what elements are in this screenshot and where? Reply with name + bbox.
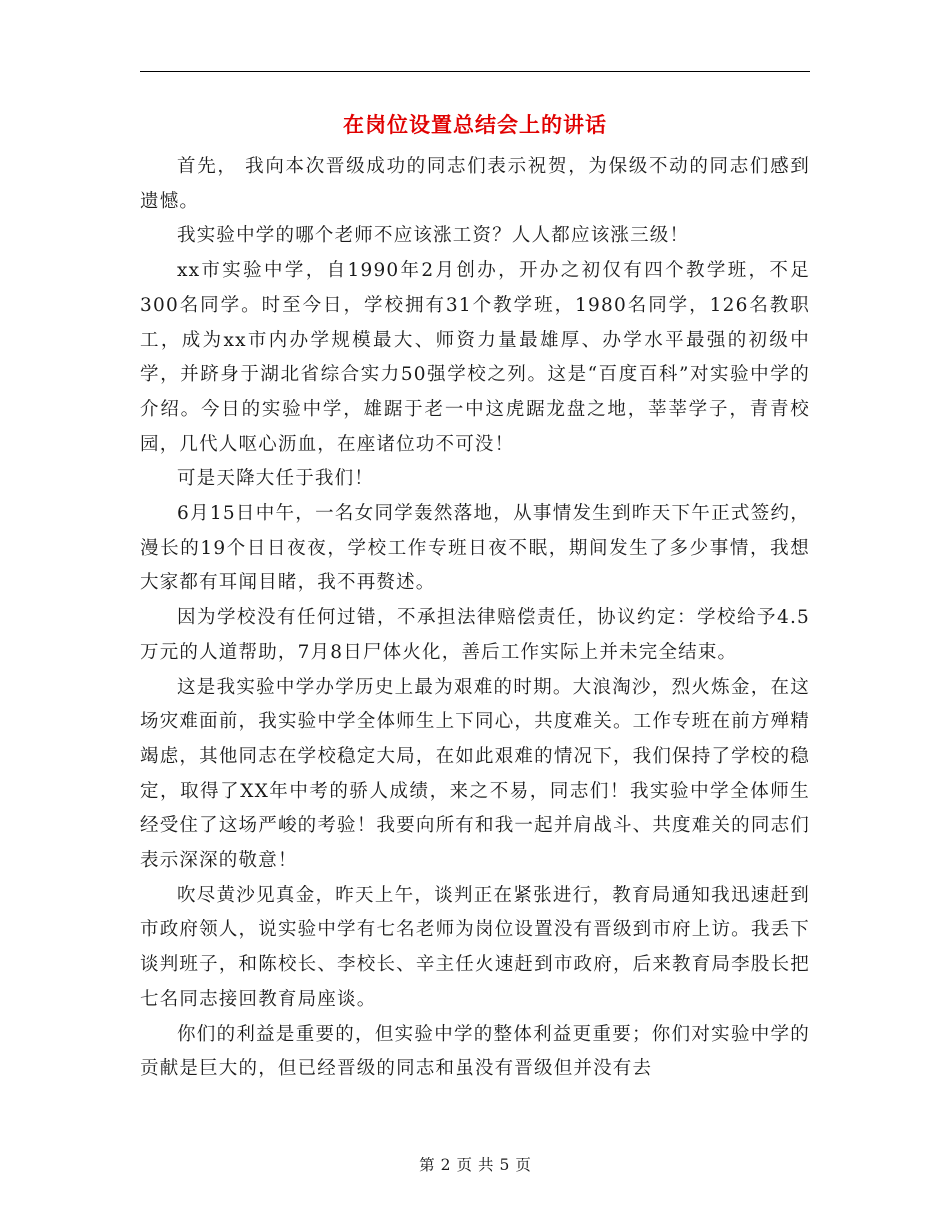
document-body xyxy=(140,150,810,1087)
paragraph: 首先， 我向本次晋级成功的同志们表示祝贺，为保级不动的同志们感到遗憾。 xyxy=(140,156,810,212)
paragraph: 可是天降大任于我们！ xyxy=(177,468,375,490)
total-prefix: 共 xyxy=(478,1156,494,1174)
page-footer xyxy=(0,1153,950,1177)
page-prefix: 第 xyxy=(419,1156,435,1174)
paragraph: 吹尽黄沙见真金，昨天上午，谈判正在紧张进行，教育局通知我迅速赶到市政府领人，说实验中学有七名老师为岗位设置没有晋级到市府上访。我丢下谈判班子，和陈校长、李校长、辛主任火速赶到市政府，后来教育局李股长把七名同志接回教育局座谈。 xyxy=(140,884,810,1010)
paragraph: 这是我实验中学办学历史上最为艰难的时期。大浪淘沙，烈火炼金，在这场灾难面前，我实验中学全体师生上下同心，共度难关。工作专班在前方殚精竭虑，其他同志在学校稳定大局，在如此艰难的情况下，我们保持了学校的稳定，取得了XX年中考的骄人成绩，来之不易，同志们！我实验中学全体师生经受住了这场严峻的考验！我要向所有和我一起并肩战斗、共度难关的同志们表示深深的敬意！ xyxy=(140,676,810,872)
header-rule xyxy=(140,71,810,72)
paragraph: 你们的利益是重要的，但实验中学的整体利益更重要；你们对实验中学的贡献是巨大的，但已经晋级的同志和虽没有晋级但并没有去 xyxy=(140,1023,810,1080)
total-pages-number: 5 xyxy=(499,1156,510,1174)
current-page-number: 2 xyxy=(440,1156,451,1174)
page-suffix: 页 xyxy=(515,1156,531,1174)
page-mid: 页 xyxy=(456,1156,472,1174)
document-title: 在岗位设置总结会上的讲话 xyxy=(343,112,607,137)
paragraph: xx市实验中学，自1990年2月创办，开办之初仅有四个教学班，不足300名同学。时至今日，学校拥有31个教学班，1980名同学，126名教职工，成为xx市内办学规模最大、师资力量最雄厚、办学水平最强的初级中学，并跻身于湖北省综合实力50强学校之列。这是“百度百科”对实验中学的介绍。今日的实验中学，雄踞于老一中这虎踞龙盘之地，莘莘学子，青青校园，几代人呕心沥血，在座诸位功不可没！ xyxy=(140,260,810,455)
paragraph: 6月15日中午，一名女同学轰然落地，从事情发生到昨天下午正式签约，漫长的19个日日夜夜，学校工作专班日夜不眠，期间发生了多少事情，我想大家都有耳闻目睹，我不再赘述。 xyxy=(140,503,810,594)
paragraph: 因为学校没有任何过错，不承担法律赔偿责任，协议约定：学校给予4.5万元的人道帮助，7月8日尸体火化，善后工作实际上并未完全结束。 xyxy=(140,607,810,663)
paragraph: 我实验中学的哪个老师不应该涨工资？人人都应该涨三级！ xyxy=(177,225,690,247)
